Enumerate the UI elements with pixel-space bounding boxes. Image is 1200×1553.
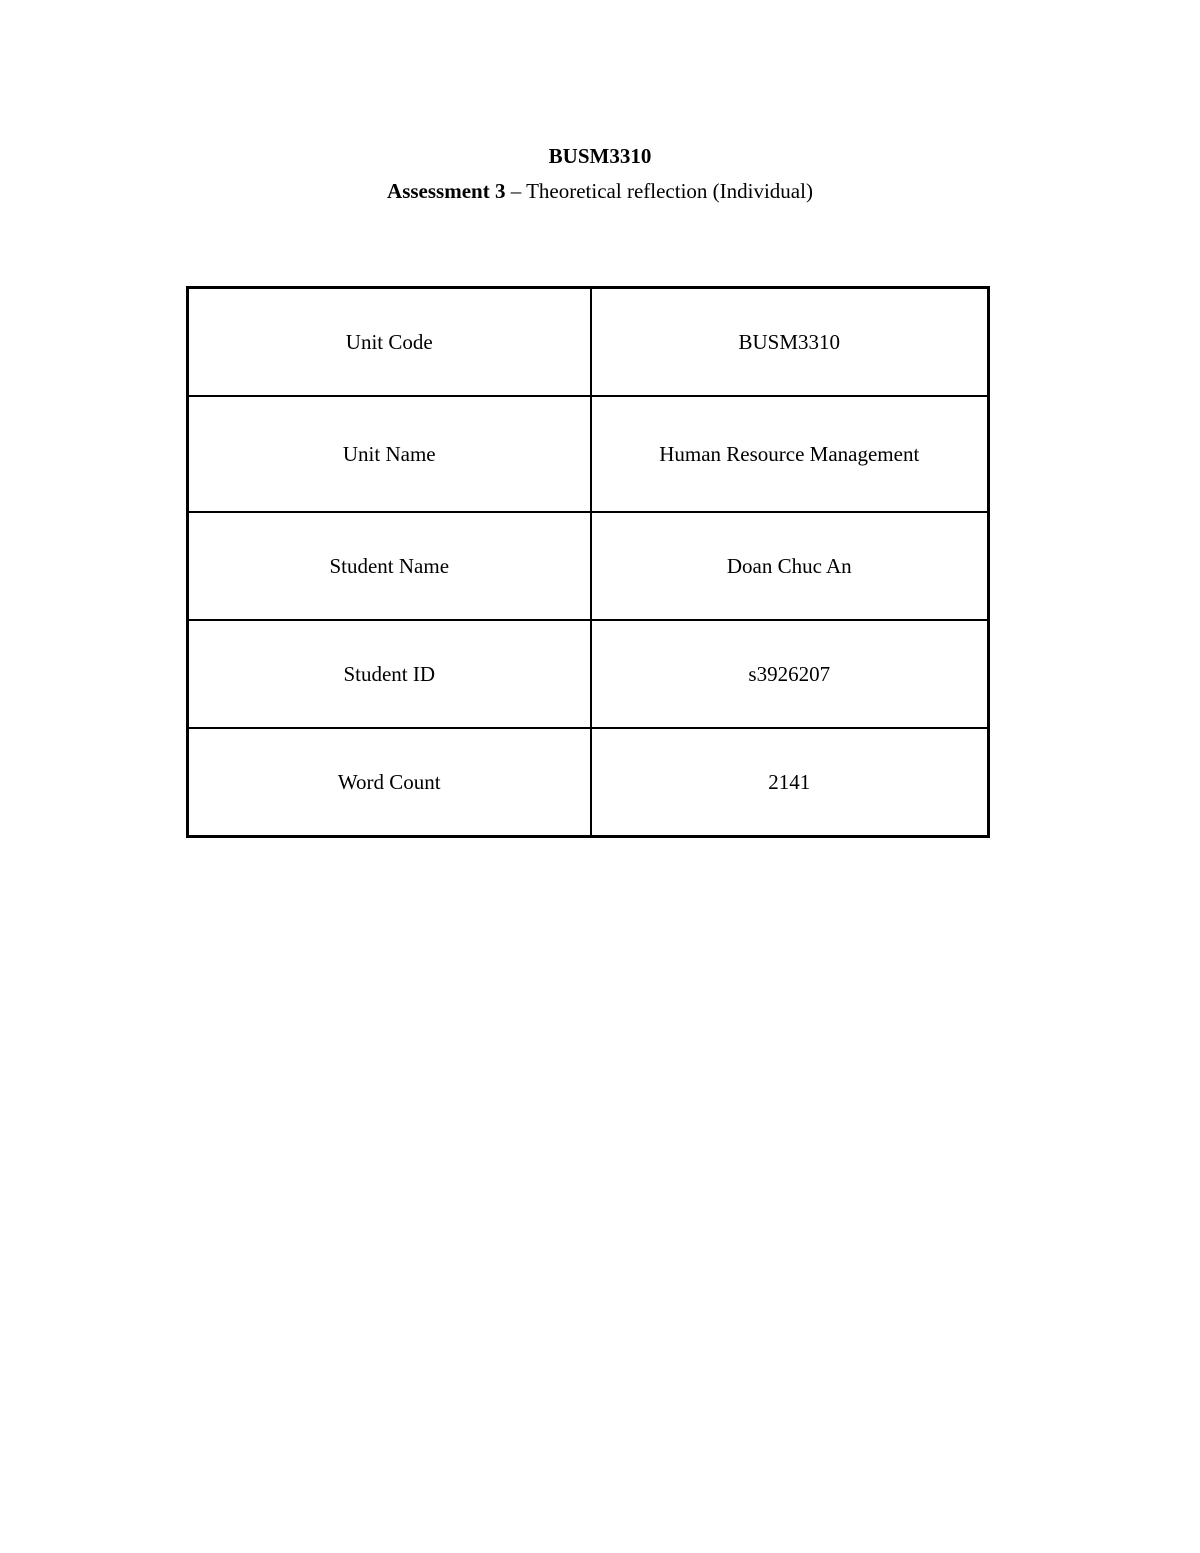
student-id-label: Student ID (188, 620, 591, 728)
word-count-label: Word Count (188, 728, 591, 837)
cover-info-table (186, 286, 990, 838)
assessment-description: – Theoretical reflection (Individual) (505, 179, 813, 203)
word-count-value: 2141 (591, 728, 989, 837)
unit-name-label: Unit Name (188, 396, 591, 512)
student-name-label: Student Name (188, 512, 591, 620)
table-row (188, 728, 989, 837)
assessment-number: Assessment 3 (387, 179, 506, 203)
unit-code-value: BUSM3310 (591, 288, 989, 397)
table-row (188, 620, 989, 728)
table-row (188, 288, 989, 397)
table-row (188, 512, 989, 620)
course-code-title: BUSM3310 (548, 144, 652, 168)
student-id-value: s3926207 (591, 620, 989, 728)
unit-name-value: Human Resource Management (591, 396, 989, 512)
unit-code-label: Unit Code (188, 288, 591, 397)
student-name-value: Doan Chuc An (591, 512, 989, 620)
assessment-subtitle (0, 177, 1200, 205)
table-row (188, 396, 989, 512)
